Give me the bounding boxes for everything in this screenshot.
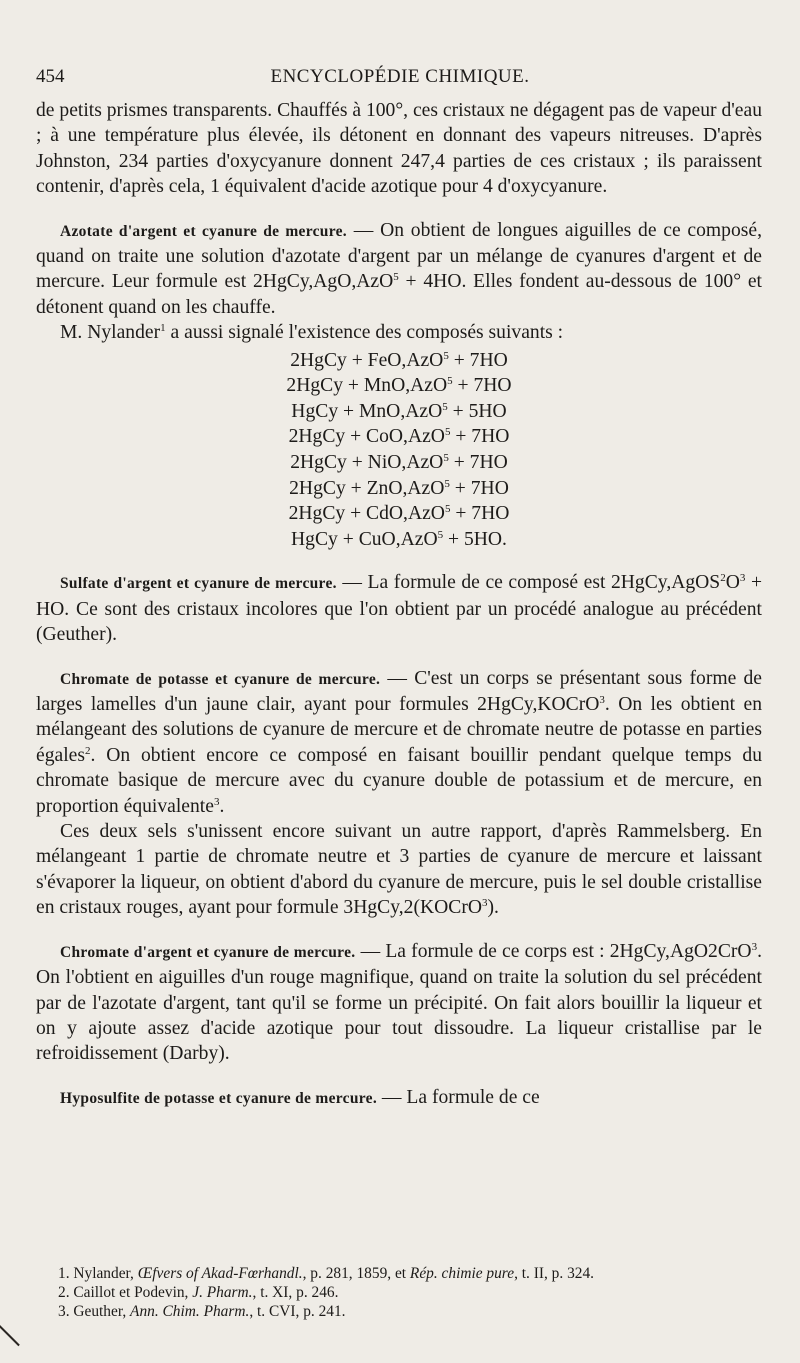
- section-hyposulfite: Hyposulfite de potasse et cyanure de mercure. — La formule de ce: [60, 1086, 540, 1108]
- section-sulfate: Sulfate d'argent et cyanure de mercure. — La formule de ce composé est $2HgCy,AgOS^2O^3$ + HO. Ce sont des cristaux incolores que l'on obtient par un procédé analogue au précédent (Geuther).: [36, 572, 762, 646]
- paragraph-rammelsberg: Ces deux sels s'unissent encore suivant un autre rapport, d'après Rammelsberg. En mélangeant 1 partie de chromate neutre et 3 parties de cyanure de mercure et laissant s'évaporer la liqueur, on obtient d'abord du cyanure de mercure, puis le sel double cristallise en cristaux rouges, ayant pour formule 3HgCy,2(KOCrO$^3$).: [36, 821, 762, 919]
- page-corner-mark: [0, 1325, 20, 1346]
- section-heading: Hyposulfite de potasse et cyanure de mercure.: [60, 1089, 378, 1107]
- formula-line: 2HgCy + CoO,AzO$^5$ + 7HO: [288, 426, 510, 448]
- running-title: ENCYCLOPÉDIE CHIMIQUE.: [270, 66, 530, 87]
- section-heading: Sulfate d'argent et cyanure de mercure.: [60, 575, 337, 593]
- page-header: [36, 66, 764, 94]
- section-azotate: Azotate d'argent et cyanure de mercure. — On obtient de longues aiguilles de ce composé, quand on traite une solution d'azotate d'argent par un mélange de cyanures d'argent et de mercure. Leur formule est 2HgCy,AgO,AzO$^5$ + 4HO. Elles fondent au-dessous de 100° et détonent quand on les chauffe.: [36, 219, 762, 318]
- footnotes: [58, 1264, 762, 1321]
- footnote-ref: 1: [160, 322, 166, 335]
- page-body: [36, 98, 762, 1111]
- formula-line: HgCy + CuO,AzO$^5$ + 5HO.: [291, 528, 507, 550]
- footnote: 2. Caillot et Podevin, J. Pharm., t. XI, p. 246.: [58, 1284, 339, 1301]
- section-heading: Chromate d'argent et cyanure de mercure.: [60, 943, 356, 961]
- formula-line: 2HgCy + ZnO,AzO$^5$ + 7HO: [289, 477, 509, 499]
- footnote-ref: 2: [84, 744, 91, 757]
- section-chromate-potasse: Chromate de potasse et cyanure de mercure. — C'est un corps se présentant sous forme de larges lamelles d'un jaune clair, ayant pour formules 2HgCy,KOCrO$^3$. On les obtient en mélangeant des solutions de cyanure de mercure et de chromate neutre de potasse en parties égales$^2$. On obtient encore ce composé en faisant bouillir pendant quelque temps du chromate basique de mercure avec du cyanure double de potassium et de mercure, en proportion équivalente$^3$.: [36, 667, 763, 817]
- section-heading: Azotate d'argent et cyanure de mercure.: [60, 222, 347, 240]
- section-chromate-argent: Chromate d'argent et cyanure de mercure. — La formule de ce corps est : 2HgCy,AgO2CrO$^3$. On l'obtient en aiguilles d'un rouge magnifique, quand on traite la solution du sel précédent par de l'azotate d'argent, tant qu'il se forme un précipité. On fait alors bouillir la liqueur et on y ajoute assez d'acide azotique pour tout dissoudre. La liqueur cristallise par le refroidissement (Darby).: [36, 940, 762, 1065]
- formula-list: [36, 348, 762, 553]
- footnote: 3. Geuther, Ann. Chim. Pharm., t. CVI, p. 241.: [58, 1303, 346, 1320]
- formula-line: 2HgCy + NiO,AzO$^5$ + 7HO: [290, 452, 508, 474]
- footnote-ref: 3: [213, 795, 220, 808]
- paragraph-continuation: de petits prismes transparents. Chauffés à 100°, ces cristaux ne dégagent pas de vapeur d'eau ; à une température plus élevée, ils détonent en donnant des vapeurs nitreuses. D'après Johnston, 234 parties d'oxycyanure donnent 247,4 parties de ces cristaux ; ils paraissent contenir, d'après cela, 1 équivalent d'acide azotique pour 4 d'oxycyanure.: [36, 100, 762, 198]
- formula-line: 2HgCy + CdO,AzO$^5$ + 7HO: [288, 503, 510, 525]
- formula-line: 2HgCy + MnO,AzO$^5$ + 7HO: [286, 375, 512, 397]
- formula-line: 2HgCy + FeO,AzO$^5$ + 7HO: [290, 349, 508, 371]
- section-heading: Chromate de potasse et cyanure de mercure.: [60, 670, 381, 688]
- footnote: 1. Nylander, Œfvers of Akad-Fœrhandl., p. 281, 1859, et Rép. chimie pure, t. II, p. 324.: [58, 1265, 594, 1282]
- paragraph-nylander: M. Nylander$^1$ a aussi signalé l'existence des composés suivants :: [60, 322, 564, 344]
- formula-line: HgCy + MnO,AzO$^5$ + 5HO: [291, 400, 507, 422]
- page-number: 454: [36, 66, 65, 87]
